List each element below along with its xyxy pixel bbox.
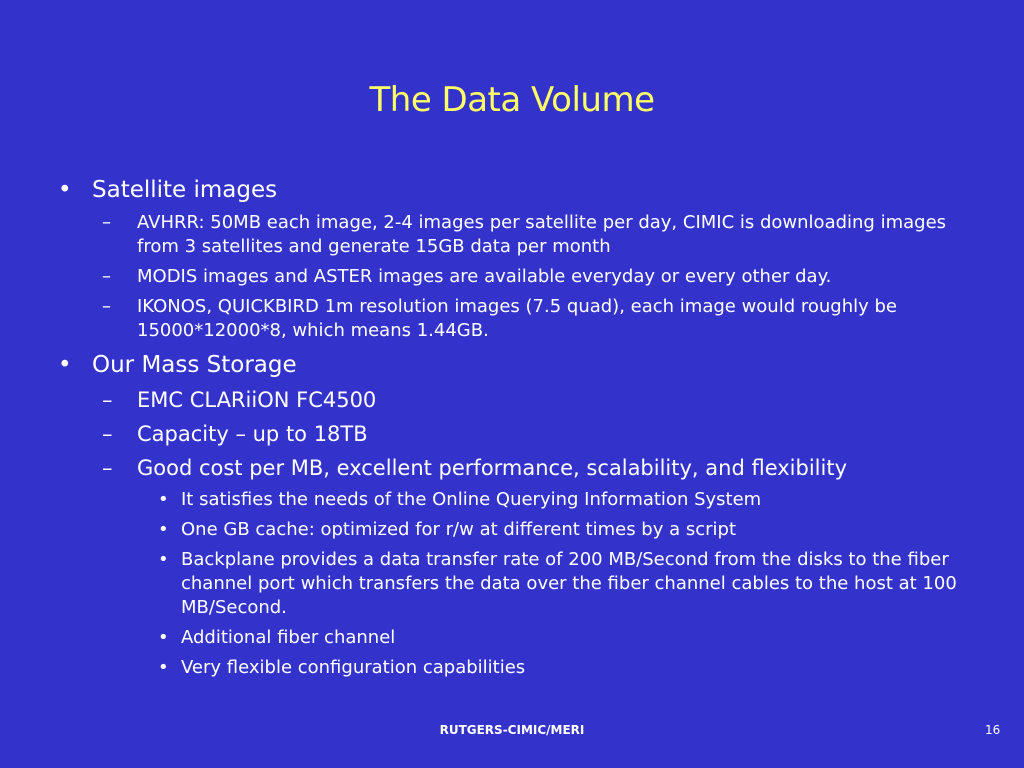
slide-footer: RUTGERS-CIMIC/MERI bbox=[439, 723, 585, 737]
sub-sub-bullet-fiber bbox=[56, 626, 986, 650]
dash-icon: – bbox=[102, 212, 111, 233]
dash-icon: – bbox=[102, 422, 113, 446]
sub-bullet-text: EMC CLARiiON FC4500 bbox=[137, 388, 377, 412]
bullet-dot-icon: • bbox=[158, 627, 169, 648]
bullet-text: Our Mass Storage bbox=[92, 352, 297, 378]
sub-bullet-emc bbox=[56, 386, 986, 414]
sub-sub-bullet-cache bbox=[56, 518, 986, 542]
sub-sub-bullet-text: It satisfies the needs of the Online Querying Information System bbox=[181, 489, 762, 510]
sub-sub-bullet-text: One GB cache: optimized for r/w at different times by a script bbox=[181, 519, 737, 540]
slide-title: The Data Volume bbox=[369, 80, 655, 120]
sub-bullet-text: Good cost per MB, excellent performance, scalability, and flexibility bbox=[137, 456, 848, 480]
sub-sub-bullet-text: Backplane provides a data transfer rate of 200 MB/Second from the disks to the fiber channel port which transfers the data over the fiber channel cables to the host at 100 MB/Second. bbox=[181, 549, 957, 618]
bullet-satellite-images bbox=[56, 175, 986, 205]
sub-sub-bullet-backplane bbox=[56, 548, 986, 620]
sub-sub-bullet-config bbox=[56, 656, 986, 680]
bullet-mass-storage bbox=[56, 350, 986, 380]
sub-bullet-text: IKONOS, QUICKBIRD 1m resolution images (7.5 quad), each image would roughly be 15000*12000*8, which means 1.44GB. bbox=[137, 296, 897, 341]
sub-bullet-modis bbox=[56, 265, 986, 289]
sub-bullet-text: MODIS images and ASTER images are available everyday or every other day. bbox=[137, 266, 832, 287]
bullet-dot-icon: • bbox=[58, 177, 72, 203]
bullet-text: Satellite images bbox=[92, 177, 278, 203]
sub-bullet-text: Capacity – up to 18TB bbox=[137, 422, 368, 446]
sub-bullet-ikonos bbox=[56, 295, 986, 343]
sub-bullet-cost bbox=[56, 454, 986, 482]
bullet-dot-icon: • bbox=[158, 549, 169, 570]
bullet-dot-icon: • bbox=[58, 352, 72, 378]
bullet-dot-icon: • bbox=[158, 519, 169, 540]
sub-sub-bullet-online bbox=[56, 488, 986, 512]
sub-sub-bullet-text: Very flexible configuration capabilities bbox=[181, 657, 526, 678]
bullet-dot-icon: • bbox=[158, 489, 169, 510]
page-number: 16 bbox=[985, 723, 1001, 737]
bullet-dot-icon: • bbox=[158, 657, 169, 678]
sub-bullet-text: AVHRR: 50MB each image, 2-4 images per satellite per day, CIMIC is downloading images from 3 satellites and generate 15GB data per month bbox=[137, 212, 947, 257]
dash-icon: – bbox=[102, 456, 113, 480]
dash-icon: – bbox=[102, 388, 113, 412]
dash-icon: – bbox=[102, 296, 111, 317]
sub-bullet-avhrr bbox=[56, 211, 986, 259]
sub-bullet-capacity bbox=[56, 420, 986, 448]
dash-icon: – bbox=[102, 266, 111, 287]
sub-sub-bullet-text: Additional fiber channel bbox=[181, 627, 396, 648]
slide-content bbox=[56, 175, 986, 680]
